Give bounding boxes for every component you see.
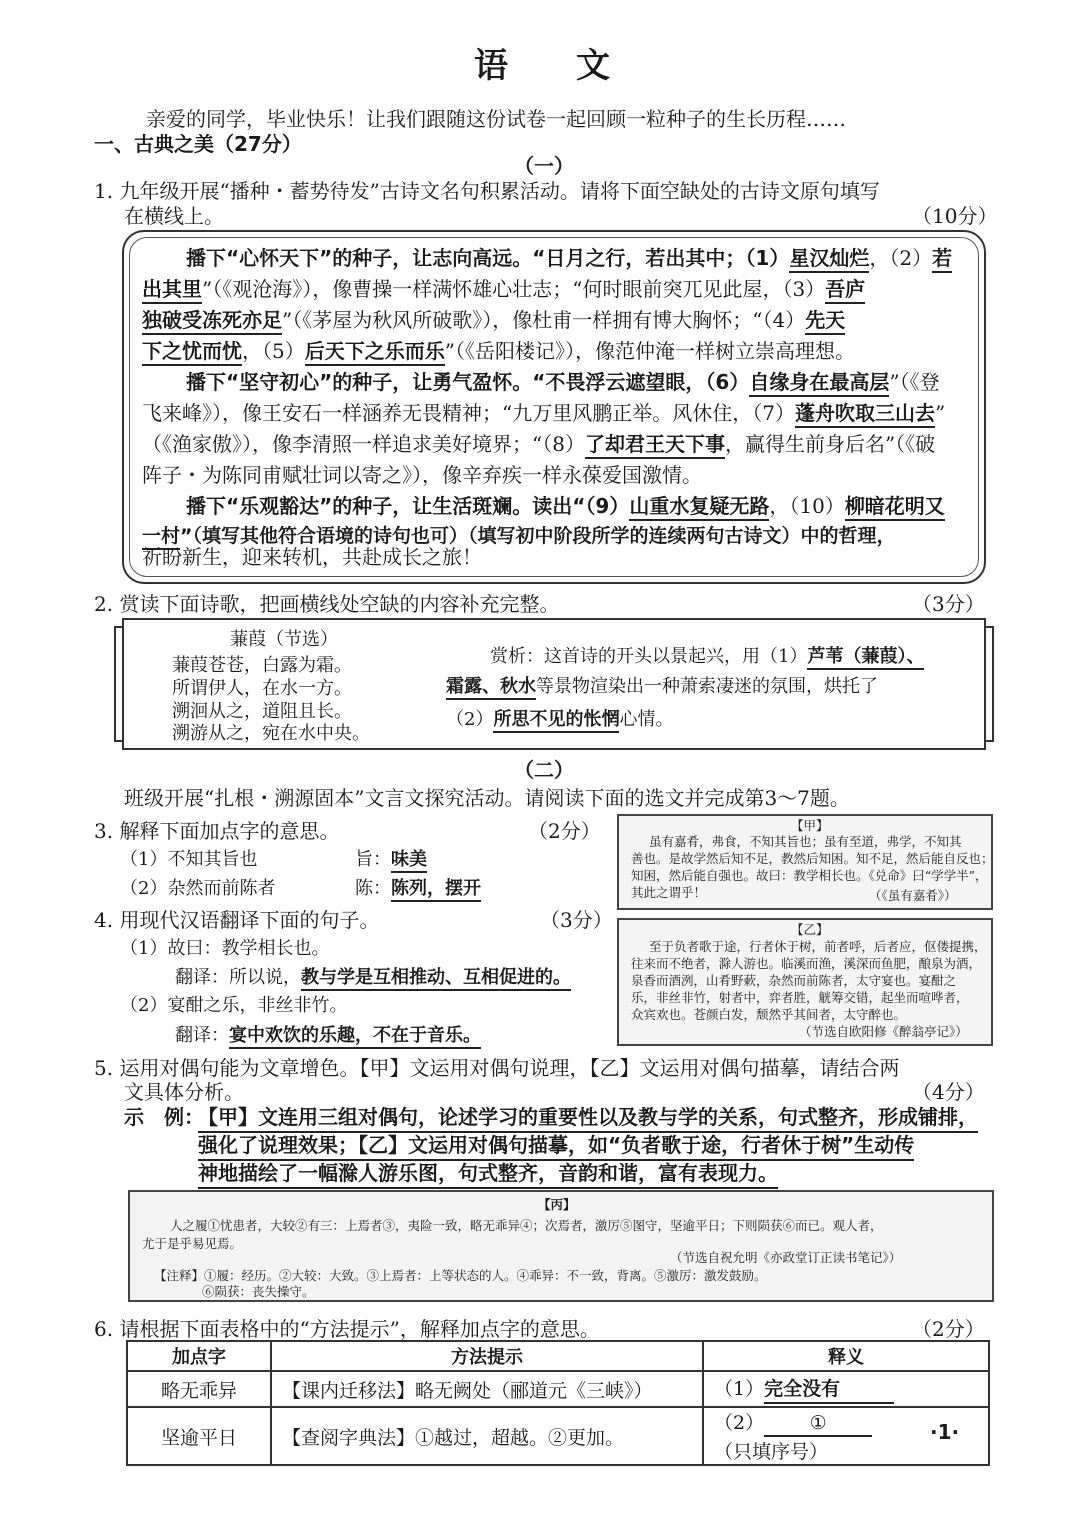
page-title: 语 文 (474, 46, 610, 86)
poem-line-3: 溯洄从之，道阻且长。 (172, 701, 352, 722)
q4-stem: 4. 用现代汉语翻译下面的句子。 (94, 908, 380, 932)
q6-row1-method: 【课内迁移法】略无阙处（郦道元《三峡》） (271, 1371, 703, 1407)
q6-row1-meaning: （1）完全没有 (703, 1371, 989, 1407)
q2-answer-1b[interactable]: 霜露、秋水 (446, 676, 536, 700)
passage-jia-source: （《虽有嘉肴》） (869, 888, 957, 903)
section-heading: 一、古典之美（27分） (94, 132, 302, 156)
q2-appreciation-line1: 赏析：这首诗的开头以景起兴，用（1）芦苇（蒹葭）、 (490, 642, 924, 668)
q2-appreciation-line3: （2）所思不见的怅惘心情。 (446, 705, 673, 731)
q1-answer-6[interactable]: 自缘身在最高层 (749, 370, 889, 397)
q1-answer-4b[interactable]: 下之忧而忧 (142, 339, 242, 366)
q6-header-word: 加点字 (127, 1341, 271, 1371)
q1-answer-8[interactable]: 了却君王天下事 (585, 432, 725, 459)
passage-yi-line-2: 往来而不绝者，滁人游也。临溪而渔，溪深而鱼肥，酿泉为酒， (631, 956, 982, 971)
q6-stem: 6. 请根据下面表格中的“方法提示”，解释加点字的意思。 (94, 1317, 600, 1341)
q6-answer-2[interactable]: ① (764, 1412, 872, 1437)
q5-stem-line2: 文具体分析。 (124, 1080, 244, 1104)
poem-line-2: 所谓伊人，在水一方。 (172, 678, 352, 699)
passage-yi-label: 【乙】 (791, 922, 829, 937)
q1-p1-line4: 下之忧而忧，（5）后天下之乐而乐”（《岳阳楼记》），像范仲淹一样树立崇高理想。 (142, 335, 855, 364)
q1-p2-line3: （《渔家傲》），像李清照一样追求美好境界；“（8）了却君王天下事，赢得生前身后名”（《破 (142, 428, 935, 457)
q5-answer-line-2[interactable]: 强化了说理效果；【乙】文运用对偶句描摹，如“负者歌于途，行者休于树”生动传 (198, 1129, 914, 1161)
passage-yi-source: （节选自欧阳修《醉翁亭记》） (799, 1024, 968, 1039)
q2-stem: 2. 赏读下面诗歌，把画横线处空缺的内容补充完整。 (94, 592, 560, 616)
table-row (127, 1407, 989, 1465)
q2-answer-2[interactable]: 所思不见的怅惘 (493, 709, 619, 733)
q1-p1-line1: 播下“心怀天下”的种子，让志向高远。“日月之行，若出其中；（1）星汉灿烂，（2）若 (186, 242, 952, 271)
poem-line-4: 溯游从之，宛在水中央。 (172, 723, 370, 744)
passage-bing-line-1: 人之履①忧患者，大较②有三：上焉者③，夷险一致，略无乖异④；次焉者，激厉⑤图守，坚逾平日；下则陨获⑥而已。观人者， (170, 1218, 883, 1233)
table-row (127, 1371, 989, 1407)
q6-header-method: 方法提示 (271, 1341, 703, 1371)
q6-row2-word: 坚逾平日 (127, 1407, 271, 1465)
q3-answer-2[interactable]: 陈列，摆开 (391, 878, 481, 902)
passage-jia-label: 【甲】 (791, 818, 829, 833)
q5-answer-line-1[interactable]: 【甲】文连用三组对偶句，论述学习的重要性以及教与学的关系，句式整齐，形成铺排， (198, 1101, 978, 1133)
q1-answer-3b[interactable]: 独破受冻死亦足 (142, 308, 282, 335)
q1-answer-2a[interactable]: 若 (932, 246, 952, 273)
q6-row2-meaning: （2） ①（只填序号） (703, 1407, 989, 1465)
passage-bing-source: （节选自祝允明《亦政堂订正读书笔记》） (670, 1250, 902, 1265)
q1-p2-line1: 播下“坚守初心”的种子，让勇气盈怀。“不畏浮云遮望眼，（6）自缘身在最高层”（《登 (186, 366, 940, 395)
q2-answer-1[interactable]: 芦苇（蒹葭）、 (807, 646, 924, 670)
q4-translation-2: 翻译：宴中欢饮的乐趣，不在于音乐。 (175, 1021, 481, 1047)
q1-answer-9[interactable]: 山重水复疑无路 (629, 494, 769, 521)
q5-score: （4分） (912, 1080, 985, 1104)
q5-example-label: 示 例： (124, 1105, 204, 1129)
passage-yi-line-5: 众宾欢也。苍颜白发，颓然乎其间者，太守醉也。 (631, 1007, 907, 1022)
q3-stem: 3. 解释下面加点字的意思。 (94, 819, 340, 843)
q2-appreciation-line2: 霜露、秋水等景物渲染出一种萧索凄迷的氛围，烘托了 (446, 672, 878, 698)
q1-p2-line4: 阵子・为陈同甫赋壮词以寄之》），像辛弃疾一样永葆爱国激情。 (142, 463, 702, 487)
q1-p3-line1: 播下“乐观豁达”的种子，让生活斑斓。读出“（9）山重水复疑无路，（10）柳暗花明又 (186, 490, 945, 519)
poem-title: 蒹葭（节选） (230, 629, 338, 650)
q1-answer-2b[interactable]: 出其里 (142, 277, 202, 304)
passage-yi-line-3: 泉香而酒洌，山肴野蔌，杂然而前陈者，太守宴也。宴酣之 (631, 973, 957, 988)
q3-item-2-answer: 陈：陈列，摆开 (355, 874, 481, 900)
q1-p2-line2: 飞来峰》），像王安石一样涵养无畏精神；“九万里风鹏正举。风休住，（7）蓬舟吹取三山去” (142, 397, 945, 426)
q3-item-1: （1）不知其旨也 (120, 849, 258, 870)
passage-bing-note-1: 【注释】①履：经历。②大较：大致。③上焉者：上等状态的人。④乖异：不一致，背离。⑤激厉：激发鼓励。 (154, 1268, 767, 1283)
passage-jia (617, 814, 993, 910)
q5-stem-line1: 5. 运用对偶句能为文章增色。【甲】文运用对偶句说理，【乙】文运用对偶句描摹，请结合两 (94, 1056, 900, 1080)
passage-yi-line-1: 至于负者歌于途，行者休于树，前者呼，后者应，伛偻提携， (649, 939, 987, 954)
q1-answer-7[interactable]: 蓬舟吹取三山去 (795, 401, 935, 428)
q4-answer-2[interactable]: 宴中欢饮的乐趣，不在于音乐。 (229, 1025, 481, 1049)
q6-row2-method: 【查阅字典法】①越过，超越。②更加。 (271, 1407, 703, 1465)
passage-yi (617, 918, 993, 1046)
q1-answer-4a[interactable]: 先天 (805, 308, 845, 335)
passage-bing-label: 【丙】 (538, 1197, 576, 1212)
q3-item-2: （2）杂然而前陈者 (120, 878, 276, 899)
q4-translation-1: 翻译：所以说，教与学是互相推动、互相促进的。 (175, 963, 571, 989)
passage-yi-line-4: 乐，非丝非竹，射者中，弈者胜，觥筹交错，起坐而喧哗者， (631, 990, 969, 1005)
subsection-1: （一） (514, 154, 574, 178)
q5-answer-line-3[interactable]: 神地描绘了一幅滁人游乐图，句式整齐，音韵和谐，富有表现力。 (198, 1157, 778, 1189)
q1-p3-line2: 一村”（填写其他符合语境的诗句也可）（填写初中阶段所学的连续两句古诗文）中的哲理， (142, 521, 896, 548)
intro-text: 亲爱的同学，毕业快乐！让我们跟随这份试卷一起回顾一粒种子的生长历程…… (146, 107, 846, 131)
passage-jia-line-1: 虽有嘉肴，弗食，不知其旨也；虽有至道，弗学，不知其 (649, 834, 962, 849)
q3-score: （2分） (528, 819, 601, 843)
q6-table-header (127, 1341, 989, 1371)
q2-score: （3分） (912, 592, 985, 616)
q1-answer-10b[interactable]: 一村 (142, 525, 180, 550)
q1-p1-line3: 独破受冻死亦足”（《茅屋为秋风所破歌》），像杜甫一样拥有博大胸怀；“（4）先天 (142, 304, 845, 333)
q6-row1-word: 略无乖异 (127, 1371, 271, 1407)
q4-answer-1[interactable]: 教与学是互相推动、互相促进的。 (301, 967, 571, 991)
q3-item-1-answer: 旨：味美 (355, 845, 427, 871)
passage-bing (128, 1190, 994, 1302)
q6-header-meaning: 释义 (703, 1341, 989, 1371)
q1-score: （10分） (912, 204, 998, 228)
q1-answer-10a[interactable]: 柳暗花明又 (845, 494, 945, 521)
passage-bing-line-2: 尤于是乎易见焉。 (142, 1236, 243, 1251)
poem-line-1: 蒹葭苍苍，白露为霜。 (172, 655, 352, 676)
passage-jia-line-4: 其此之谓乎！ (631, 885, 707, 900)
q3-answer-1[interactable]: 味美 (391, 849, 427, 873)
passage-jia-line-3: 知困，然后能自强也。故曰：教学相长也。《兑命》曰“学学半”， (631, 868, 988, 883)
q1-stem-line1: 1. 九年级开展“播种・蓄势待发”古诗文名句积累活动。请将下面空缺处的古诗文原句填写 (94, 179, 880, 203)
subsection-2: （二） (514, 758, 574, 782)
q4-sentence-1: （1）故曰：教学相长也。 (120, 938, 330, 959)
q4-sentence-2: （2）宴酣之乐，非丝非竹。 (120, 995, 348, 1016)
subsection-2-intro: 班级开展“扎根・溯源固本”文言文探究活动。请阅读下面的选文并完成第3～7题。 (124, 786, 850, 810)
passage-bing-note-2: ⑥陨获：丧失操守。 (202, 1284, 315, 1299)
q6-answer-1[interactable]: 完全没有 (764, 1374, 894, 1404)
q6-table (126, 1340, 990, 1466)
page-number: ·1· (930, 1420, 960, 1444)
q1-p3-line3: 祈盼新生，迎来转机，共赴成长之旅！ (142, 545, 482, 569)
q1-answer-1[interactable]: 星汉灿烂 (789, 246, 869, 273)
q6-score: （2分） (912, 1317, 985, 1341)
q1-answer-5[interactable]: 后天下之乐而乐 (305, 339, 445, 366)
q1-stem-line2: 在横线上。 (124, 204, 224, 228)
q1-answer-3a[interactable]: 吾庐 (825, 277, 865, 304)
q4-score: （3分） (540, 908, 613, 932)
q1-p1-line2: 出其里”（《观沧海》），像曹操一样满怀雄心壮志；“何时眼前突兀见此屋，（3）吾庐 (142, 273, 865, 302)
passage-jia-line-2: 善也。是故学然后知不足，教然后知困。知不足，然后能自反也； (631, 851, 994, 866)
